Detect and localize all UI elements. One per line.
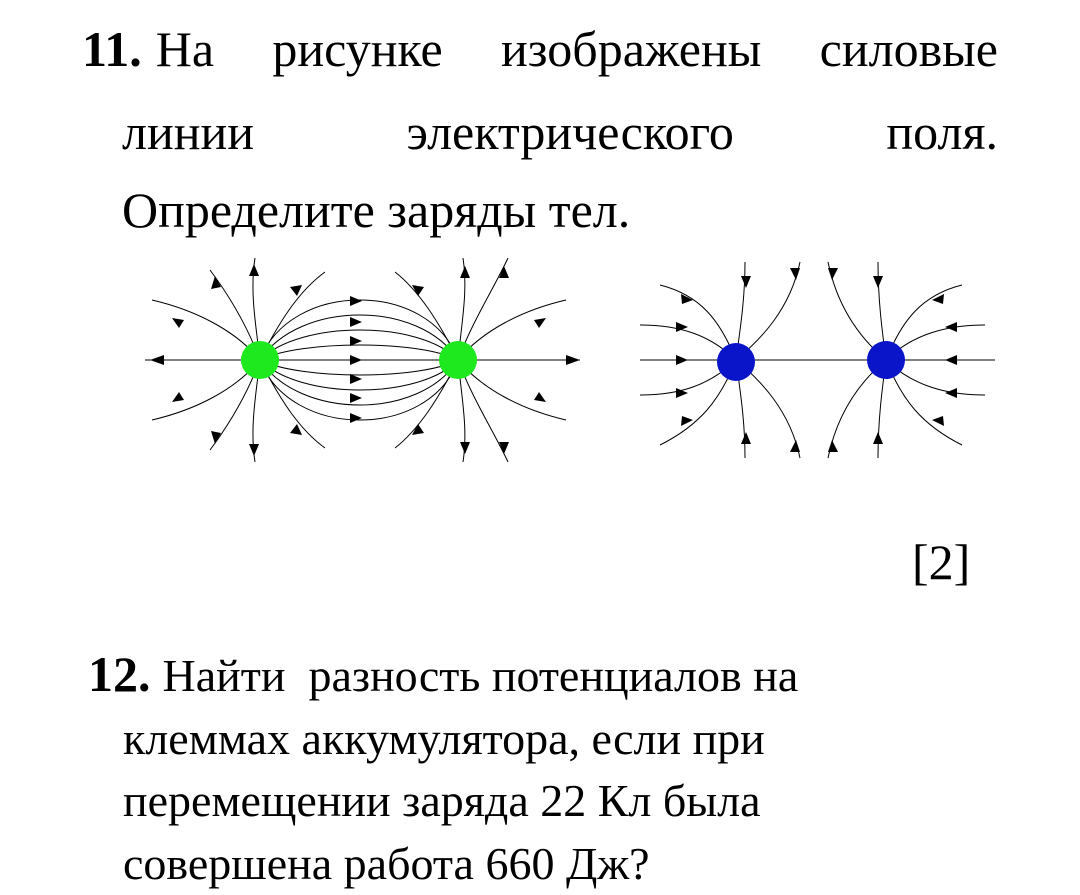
question-11-word: силовые (819, 21, 998, 77)
positive-charge-left (241, 341, 279, 379)
question-11-line-3: Определите заряды тел. (122, 182, 631, 238)
question-12-line-2: клеммах аккумулятора, если при (123, 712, 765, 764)
positive-charge-right (439, 341, 477, 379)
question-12 (88, 643, 798, 895)
question-12-number: 12. (88, 646, 151, 702)
negative-charge-right (867, 341, 905, 379)
question-12-line-4: совершена работа 660 Дж? (123, 837, 650, 889)
question-11-word: линии (122, 104, 254, 160)
field-line (260, 345, 458, 360)
question-11-word: поля. (886, 104, 998, 160)
points-value: [2] (912, 534, 971, 590)
question-12-text: Найти разность потенциалов на (162, 650, 799, 701)
question-12-line-1 (88, 643, 798, 708)
question-11-word: рисунке (272, 21, 443, 77)
question-12-line-3: перемещении заряда 22 Кл была (123, 775, 761, 826)
negative-charge-left (717, 343, 755, 381)
question-11-word: изображены (501, 21, 762, 77)
question-11-number: 11. (82, 21, 142, 77)
field-line (260, 360, 458, 375)
right-field-diagram (640, 262, 995, 458)
question-11-word: На (155, 21, 215, 77)
question-11-word: электрического (406, 104, 734, 160)
left-field-diagram (145, 258, 580, 462)
